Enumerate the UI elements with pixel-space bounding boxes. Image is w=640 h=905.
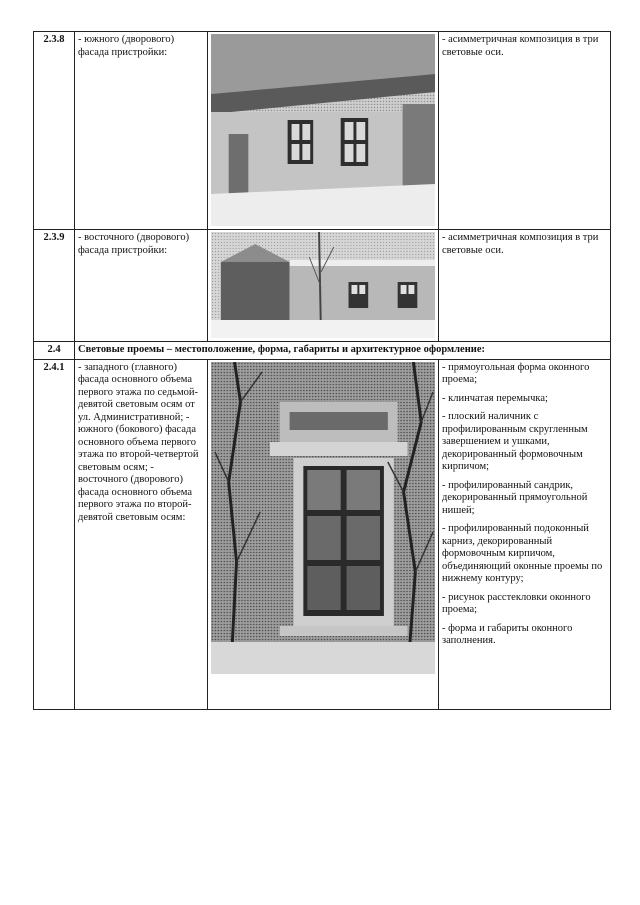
attribute-item: - плоский наличник с профилированным скругленным завершением и ушками, декорированный формовочным кирпичом; [442, 411, 588, 472]
row-attributes [439, 359, 611, 709]
section-title: Световые проемы – местоположение, форма, габариты и архитектурное оформление: [75, 342, 611, 360]
photo-window-detail [211, 362, 435, 674]
photo-courtyard-south-facade [211, 34, 435, 226]
row-subject: - восточного (дворового) фасада пристройки: [75, 230, 208, 342]
table-row [34, 230, 611, 342]
photo-cell [208, 230, 439, 342]
attribute-item: - асимметричная композиция в три световые оси. [442, 232, 599, 256]
row-subject: - южного (дворового) фасада пристройки: [75, 32, 208, 230]
heritage-features-table [33, 31, 611, 710]
section-number: 2.4 [34, 342, 75, 360]
photo-courtyard-east-facade [211, 232, 435, 338]
attribute-item: - прямоугольная форма оконного проема; [442, 361, 590, 385]
photo-cell [208, 32, 439, 230]
row-attributes [439, 230, 611, 342]
table-row [34, 32, 611, 230]
attribute-item: - профилированный сандрик, декорированный прямоугольной нишей; [442, 479, 588, 516]
attribute-item: - форма и габариты оконного заполнения. [442, 622, 573, 646]
row-number: 2.4.1 [34, 359, 75, 709]
row-number: 2.3.8 [34, 32, 75, 230]
attribute-item: - рисунок расстекловки оконного проема; [442, 591, 591, 615]
table-row [34, 359, 611, 709]
photo-cell [208, 359, 439, 709]
attribute-item: - клинчатая перемычка; [442, 392, 548, 404]
row-attributes [439, 32, 611, 230]
attribute-item: - асимметричная композиция в три световые оси. [442, 34, 599, 58]
section-row [34, 342, 611, 360]
row-number: 2.3.9 [34, 230, 75, 342]
attribute-item: - профилированный подоконный карниз, декорированный формовочным кирпичом, объединяющий оконные проемы по нижнему контуру; [442, 523, 603, 584]
row-subject: - западного (главного) фасада основного объема первого этажа по седьмой-девятой световым осям от ул. Административной; - южного (бокового) фасада основного объема первого этажа по второй-четвертой световым осям; - восточного (дворового) фасада основного объема первого этажа по второй-девятой световым осям: [75, 359, 208, 709]
